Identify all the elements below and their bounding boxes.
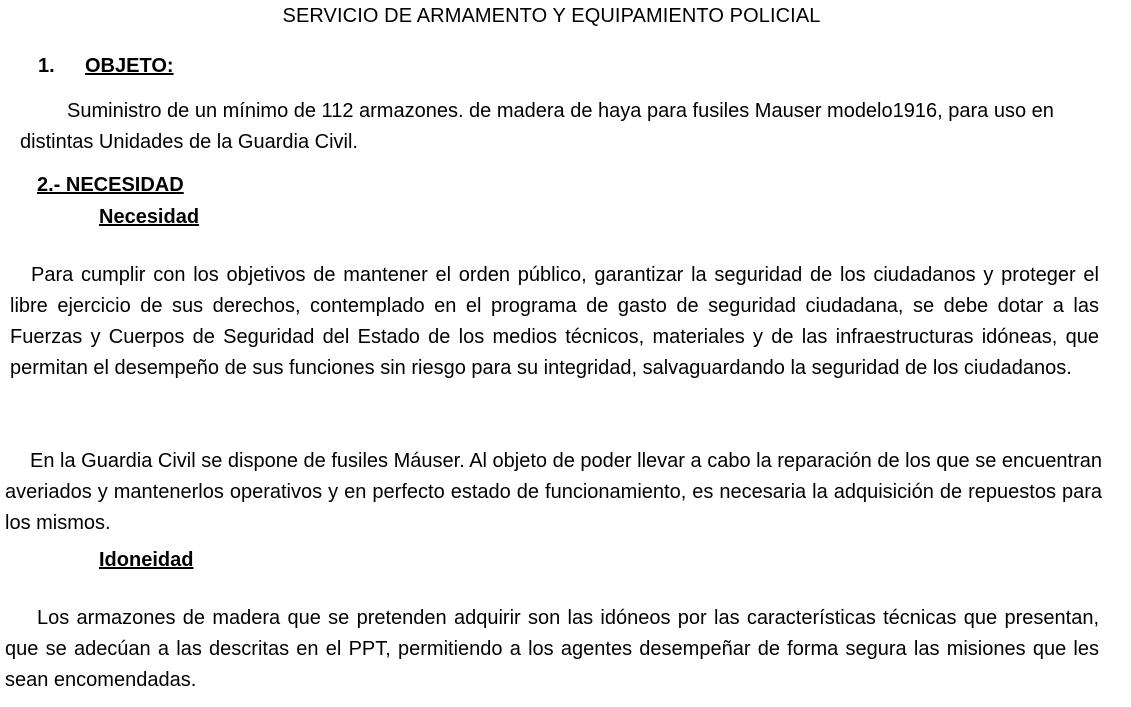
necesidad-paragraph-1: Para cumplir con los objetivos de mantener el orden público, garantizar la seguridad de los ciudadanos y proteger el libre ejercicio de sus derechos, contemplado en el programa de gasto de seguridad ciudadana, se debe dotar a las Fuerzas y Cuerpos de Seguridad del Estado de los medios técnicos, materiales y de las infraestructuras idóneas, que permitan el desempeño de sus funciones sin riesgo para su integridad, salvaguardando la seguridad de los ciudadanos. (10, 264, 1099, 379)
section-label: OBJETO: (85, 55, 174, 77)
idoneidad-paragraph: Los armazones de madera que se pretenden adquirir son las idóneos por las características técnicas que presentan, que se adecúan a las descritas en el PPT, permitiendo a los agentes desempeñar de forma segura las misiones que les sean encomendadas. (5, 607, 1099, 691)
section-number: 1. (38, 55, 55, 77)
subheading-idoneidad: Idoneidad (99, 549, 194, 571)
objeto-paragraph: Suministro de un mínimo de 112 armazones. de madera de haya para fusiles Mauser modelo1916, para uso en distintas Unidades de la Guardia Civil. (20, 100, 1054, 153)
section-objeto-heading (38, 55, 174, 78)
section-necesidad-heading: 2.- NECESIDAD (37, 174, 184, 196)
necesidad-paragraph-2: En la Guardia Civil se dispone de fusiles Máuser. Al objeto de poder llevar a cabo la reparación de los que se encuentran averiados y mantenerlos operativos y en perfecto estado de funcionamiento, es necesaria la adquisición de repuestos para los mismos. (5, 450, 1102, 534)
subheading-necesidad: Necesidad (99, 206, 200, 228)
document-title: SERVICIO DE ARMAMENTO Y EQUIPAMIENTO POLICIAL (282, 5, 821, 27)
